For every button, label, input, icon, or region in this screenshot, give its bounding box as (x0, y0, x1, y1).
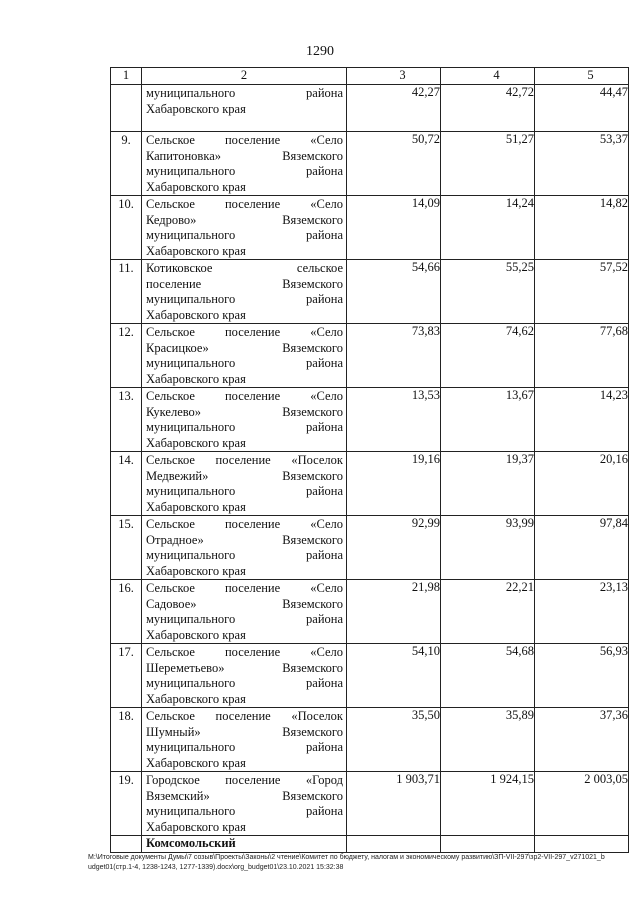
table-row (111, 388, 629, 452)
settlement-name-cell (142, 516, 347, 580)
amount-value: 93,99 (505, 516, 534, 530)
amount-value: 14,82 (599, 196, 628, 210)
settlement-name-line: Хабаровского края (146, 691, 246, 706)
settlement-name (142, 772, 346, 835)
empty-cell (347, 836, 441, 853)
document-path-footer: М:\Итоговые документы Думы\7 созыв\Проекты\Законы\2 чтение\Комитет по бюджету, налогам и экономическому развитию\ЗП-VII-297\зр2-VII-297_v271021_budget01(стр.1-4, 1238-1243, 1277-1339).docx\org_budget01\23.10.2021 15:32:38 (88, 854, 605, 871)
amount-cell-col5 (535, 196, 629, 260)
settlement-name (142, 260, 346, 323)
amount-cell-col3 (347, 452, 441, 516)
row-number: 9. (121, 133, 131, 147)
settlement-name-line: Котиковское сельское (146, 261, 343, 275)
row-number-cell (111, 708, 142, 772)
amount-cell-col4 (441, 516, 535, 580)
settlement-name (142, 580, 346, 643)
table-row (111, 580, 629, 644)
table-row (111, 644, 629, 708)
settlement-name-line: Городское поселение «Город (146, 773, 343, 787)
amount-value: 74,62 (505, 324, 534, 338)
amount-value: 1 924,15 (490, 772, 534, 786)
amount-value: 50,72 (411, 132, 440, 146)
settlement-name-cell (142, 132, 347, 196)
table-row (111, 85, 629, 132)
amount-cell-col4 (441, 772, 535, 836)
amount-cell-col4 (441, 580, 535, 644)
amount-cell-col5 (535, 580, 629, 644)
amount-cell-col5 (535, 388, 629, 452)
amount-value: 73,83 (411, 324, 440, 338)
amount-value: 14,23 (599, 388, 628, 402)
amount-cell-col3 (347, 196, 441, 260)
amount-value: 77,68 (599, 324, 628, 338)
settlement-name (142, 452, 346, 515)
amount-value: 56,93 (599, 644, 628, 658)
settlement-name-cell (142, 452, 347, 516)
amount-value: 1 903,71 (396, 772, 440, 786)
settlement-name-line: Красицкое» Вяземского (146, 340, 343, 355)
settlement-name-line: муниципального района (146, 484, 343, 498)
amount-value: 13,67 (505, 388, 534, 402)
row-number: 10. (118, 197, 134, 211)
row-number: 19. (118, 773, 134, 787)
row-number-cell (111, 196, 142, 260)
amount-value: 13,53 (411, 388, 440, 402)
settlement-name-line: Хабаровского края (146, 101, 246, 116)
empty-cell (111, 836, 142, 853)
settlement-name-line: Хабаровского края (146, 627, 246, 642)
amount-cell-col4 (441, 388, 535, 452)
amount-cell-col5 (535, 132, 629, 196)
amount-value: 37,36 (599, 708, 628, 722)
settlement-name-cell (142, 388, 347, 452)
row-number: 14. (118, 453, 134, 467)
table-row (111, 196, 629, 260)
amount-value: 51,27 (505, 132, 534, 146)
column-header-1: 1 (111, 68, 142, 85)
column-header-3: 3 (347, 68, 441, 85)
settlement-name-line: Капитоновка» Вяземского (146, 148, 343, 163)
amount-cell-col3 (347, 388, 441, 452)
row-number-cell (111, 260, 142, 324)
row-number-cell (111, 580, 142, 644)
settlement-name-line: муниципального района (146, 292, 343, 306)
empty-cell (441, 836, 535, 853)
amount-value: 23,13 (599, 580, 628, 594)
settlement-name-line: Хабаровского края (146, 563, 246, 578)
row-number: 17. (118, 645, 134, 659)
amount-cell-col3 (347, 132, 441, 196)
amount-cell-col4 (441, 324, 535, 388)
settlement-name-line: Сельское поселение «Село (146, 645, 343, 659)
amount-cell-col5 (535, 260, 629, 324)
settlement-name-cell (142, 772, 347, 836)
settlement-name-line: Шереметьево» Вяземского (146, 660, 343, 675)
settlement-name (142, 388, 346, 451)
amount-cell-col3 (347, 772, 441, 836)
settlement-name-line: муниципального района (146, 356, 343, 370)
amount-cell-col4 (441, 260, 535, 324)
column-header-5: 5 (535, 68, 629, 85)
row-number-cell (111, 324, 142, 388)
table-row (111, 132, 629, 196)
settlement-name-line: Сельское поселение «Село (146, 581, 343, 595)
settlement-name-line: муниципального района (146, 676, 343, 690)
settlement-name-line: Сельское поселение «Село (146, 133, 343, 147)
settlement-name-line: муниципального района (146, 740, 343, 754)
settlement-name-line: поселение Вяземского (146, 276, 343, 291)
settlement-name-line: Хабаровского края (146, 499, 246, 514)
amount-cell-col3 (347, 708, 441, 772)
amount-value: 92,99 (411, 516, 440, 530)
amount-cell-col4 (441, 85, 535, 132)
budget-table (110, 67, 629, 853)
settlement-name-line: Сельское поселение «Село (146, 517, 343, 531)
settlement-name (142, 516, 346, 579)
settlement-name-line: муниципального района (146, 228, 343, 242)
settlement-name-line: Отрадное» Вяземского (146, 532, 343, 547)
table-row (111, 260, 629, 324)
table-row (111, 452, 629, 516)
settlement-name-line: муниципального района (146, 548, 343, 562)
amount-cell-col4 (441, 708, 535, 772)
amount-value: 97,84 (599, 516, 628, 530)
row-number: 13. (118, 389, 134, 403)
settlement-name (142, 324, 346, 387)
amount-cell-col5 (535, 708, 629, 772)
amount-cell-col4 (441, 132, 535, 196)
section-heading: Комсомольский (142, 836, 347, 853)
table-header-row (111, 68, 629, 85)
settlement-name-line: Хабаровского края (146, 435, 246, 450)
amount-value: 19,37 (505, 452, 534, 466)
settlement-name-cell (142, 580, 347, 644)
amount-value: 55,25 (505, 260, 534, 274)
amount-cell-col4 (441, 644, 535, 708)
amount-value: 35,89 (505, 708, 534, 722)
settlement-name-line: Кукелево» Вяземского (146, 404, 343, 419)
settlement-name-line: муниципального района (146, 804, 343, 818)
row-number-cell (111, 388, 142, 452)
amount-value: 14,24 (505, 196, 534, 210)
amount-value: 54,66 (411, 260, 440, 274)
settlement-name-line: Сельское поселение «Село (146, 197, 343, 211)
row-number-cell (111, 452, 142, 516)
amount-value: 53,37 (599, 132, 628, 146)
amount-cell-col5 (535, 516, 629, 580)
amount-value: 20,16 (599, 452, 628, 466)
settlement-name-cell (142, 644, 347, 708)
settlement-name-line: муниципального района (146, 164, 343, 178)
settlement-name-line: Сельское поселение «Село (146, 389, 343, 403)
amount-value: 42,27 (411, 85, 440, 99)
settlement-name-line: муниципального района (146, 612, 343, 626)
settlement-name-line: Хабаровского края (146, 819, 246, 834)
amount-value: 44,47 (599, 85, 628, 99)
settlement-name-cell (142, 260, 347, 324)
table-row (111, 324, 629, 388)
row-number: 12. (118, 325, 134, 339)
amount-cell-col3 (347, 260, 441, 324)
settlement-name-line: Садовое» Вяземского (146, 596, 343, 611)
row-number: 16. (118, 581, 134, 595)
amount-cell-col5 (535, 324, 629, 388)
settlement-name-line: Хабаровского края (146, 243, 246, 258)
amount-cell-col3 (347, 85, 441, 132)
settlement-name-line: Кедрово» Вяземского (146, 212, 343, 227)
amount-cell-col3 (347, 324, 441, 388)
settlement-name (142, 132, 346, 195)
amount-cell-col3 (347, 580, 441, 644)
table-row (111, 708, 629, 772)
settlement-name-line: муниципального района (146, 420, 343, 434)
amount-cell-col5 (535, 85, 629, 132)
page-number: 1290 (306, 44, 334, 59)
settlement-name (142, 708, 346, 771)
amount-value: 54,68 (505, 644, 534, 658)
settlement-name (142, 196, 346, 259)
settlement-name-line: Хабаровского края (146, 755, 246, 770)
amount-cell-col3 (347, 644, 441, 708)
settlement-name-line: Сельское поселение «Поселок (146, 709, 343, 723)
table-row (111, 772, 629, 836)
row-number-cell (111, 772, 142, 836)
amount-value: 57,52 (599, 260, 628, 274)
settlement-name-line: Хабаровского края (146, 307, 246, 322)
row-number: 15. (118, 517, 134, 531)
amount-value: 2 003,05 (584, 772, 628, 786)
row-number-cell (111, 85, 142, 132)
empty-cell (535, 836, 629, 853)
settlement-name-line: Хабаровского края (146, 371, 246, 386)
row-number (111, 85, 141, 86)
settlement-name-line: Хабаровского края (146, 179, 246, 194)
settlement-name-line: Сельское поселение «Село (146, 325, 343, 339)
amount-cell-col5 (535, 644, 629, 708)
amount-value: 35,50 (411, 708, 440, 722)
settlement-name-line: муниципального района (146, 86, 343, 100)
settlement-name (142, 644, 346, 707)
settlement-name (142, 85, 346, 117)
row-number-cell (111, 516, 142, 580)
amount-cell-col4 (441, 196, 535, 260)
settlement-name-line: Медвежий» Вяземского (146, 468, 343, 483)
section-heading-row (111, 836, 629, 853)
amount-value: 21,98 (411, 580, 440, 594)
settlement-name-cell (142, 85, 347, 132)
amount-cell-col5 (535, 772, 629, 836)
settlement-name-line: Сельское поселение «Поселок (146, 453, 343, 467)
amount-value: 54,10 (411, 644, 440, 658)
column-header-2: 2 (142, 68, 347, 85)
settlement-name-cell (142, 196, 347, 260)
amount-value: 22,21 (505, 580, 534, 594)
settlement-name-line: Вяземский» Вяземского (146, 788, 343, 803)
table-row (111, 516, 629, 580)
amount-cell-col4 (441, 452, 535, 516)
settlement-name-cell (142, 708, 347, 772)
settlement-name-cell (142, 324, 347, 388)
amount-cell-col5 (535, 452, 629, 516)
column-header-4: 4 (441, 68, 535, 85)
amount-value: 14,09 (411, 196, 440, 210)
amount-cell-col3 (347, 516, 441, 580)
settlement-name-line: Шумный» Вяземского (146, 724, 343, 739)
row-number: 18. (118, 709, 134, 723)
row-number-cell (111, 644, 142, 708)
amount-value: 42,72 (505, 85, 534, 99)
row-number-cell (111, 132, 142, 196)
row-number: 11. (118, 261, 134, 275)
amount-value: 19,16 (411, 452, 440, 466)
